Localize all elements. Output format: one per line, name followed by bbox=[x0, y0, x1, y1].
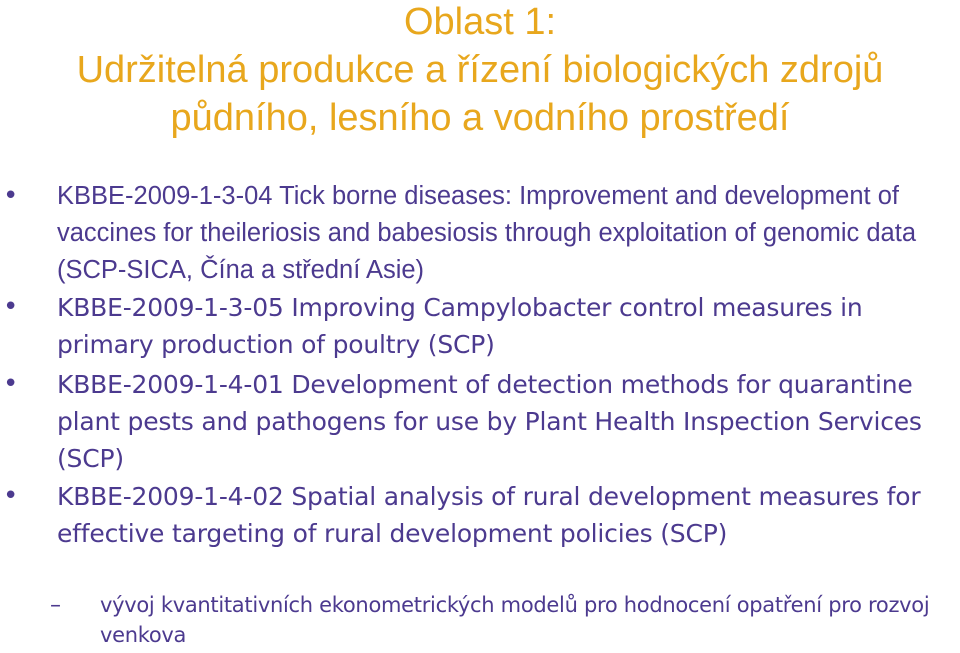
bullet-text: KBBE-2009-1-3-04 Tick borne diseases: Improvement and development of vaccines for theileriosis and babesiosis through exploitation of genomic data (SCP-SICA, Čína a střední Asie) bbox=[57, 182, 917, 284]
sub-bullet-text: vývoj kvantitativních ekonometrických modelů pro hodnocení opatření pro rozvoj venkova bbox=[100, 593, 930, 647]
bullet-marker: • bbox=[3, 481, 19, 511]
bullet-text: KBBE-2009-1-3-05 Improving Campylobacter control measures in primary production of poultry (SCP) bbox=[57, 293, 863, 359]
slide-title-line-3: půdního, lesního a vodního prostředí bbox=[170, 97, 790, 139]
bullet-text: KBBE-2009-1-4-02 Spatial analysis of rural development measures for effective targeting of rural development policies (SCP) bbox=[57, 482, 921, 548]
sub-bullet-marker: – bbox=[50, 593, 61, 618]
bullet-marker: • bbox=[3, 369, 19, 399]
slide-title-line-1: Oblast 1: bbox=[403, 1, 557, 43]
slide-title-line-2: Udržitelná produkce a řízení biologických zdrojů bbox=[76, 49, 884, 91]
bullet-marker: • bbox=[3, 292, 19, 322]
bullet-text: KBBE-2009-1-4-01 Development of detection methods for quarantine plant pests and pathogens for use by Plant Health Inspection Services (SCP) bbox=[57, 370, 922, 473]
bullet-marker: • bbox=[3, 181, 19, 211]
